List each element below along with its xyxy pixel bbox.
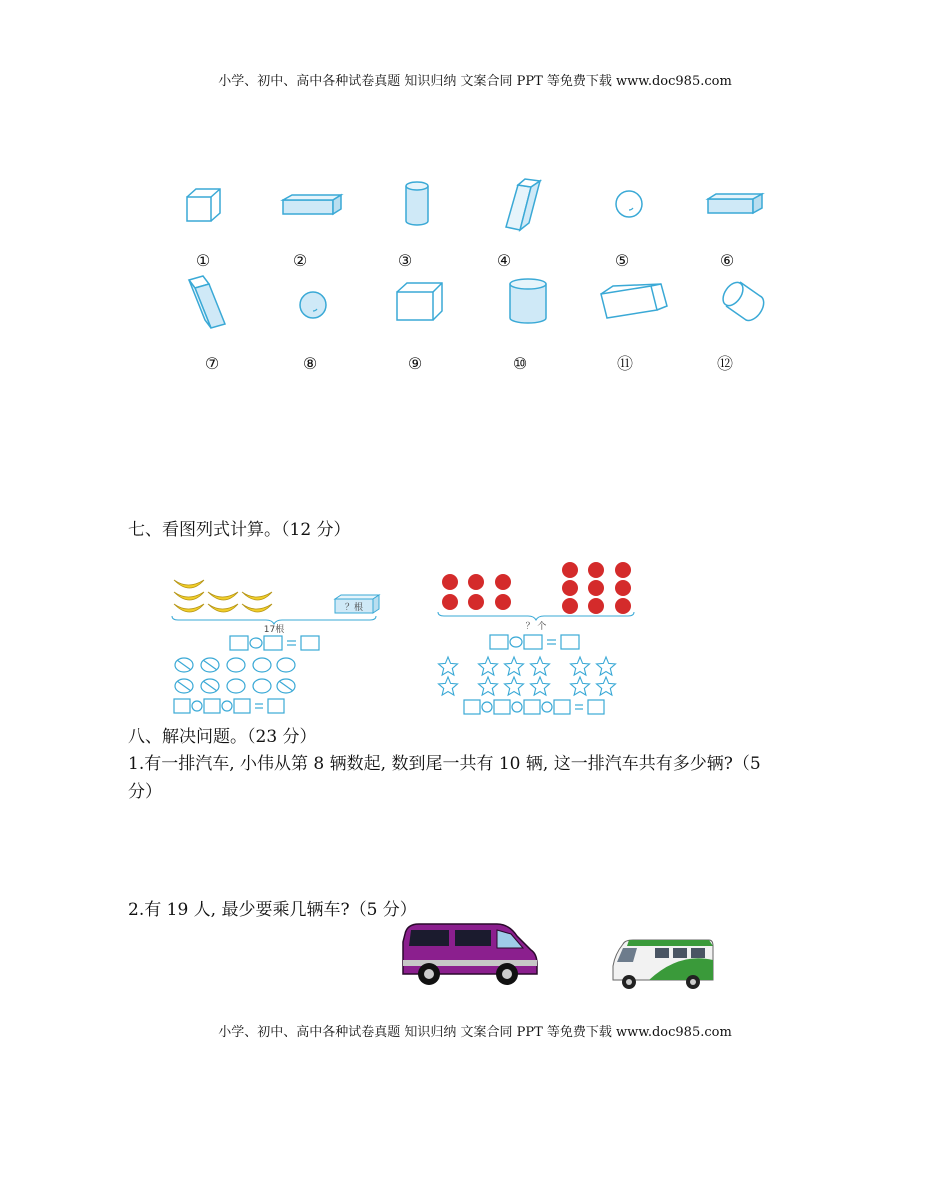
sphere-icon	[298, 290, 328, 320]
cuboid-icon	[707, 193, 765, 215]
brace-label: ？ 个	[525, 622, 547, 632]
question-1-line-1: 1.有一排汽车, 小伟从第 8 辆数起, 数到尾一共有 10 辆, 这一排汽车共有多少辆?（5	[128, 754, 761, 774]
van-icon	[399, 920, 539, 990]
section-8-title: 八、解决问题。（23 分）	[128, 727, 317, 747]
page-footer: 小学、初中、高中各种试卷真题 知识归纳 文案合同 PPT 等免费下载 www.doc985.com	[218, 1025, 732, 1040]
equation-boxes-2	[464, 700, 604, 714]
star-icon	[531, 657, 550, 675]
equation-boxes	[490, 635, 579, 649]
shape-label-5: ⑤	[614, 251, 630, 270]
brace	[438, 612, 634, 620]
question-1	[128, 750, 848, 806]
brace	[172, 616, 376, 624]
tilted-cylinder-icon	[716, 276, 766, 326]
cuboid-icon	[282, 194, 344, 216]
equation-boxes	[230, 636, 319, 650]
cube-icon	[186, 188, 222, 224]
shape-label-4: ④	[496, 251, 512, 270]
minibus-icon	[609, 938, 715, 992]
cuboid-icon	[599, 282, 669, 320]
star-icon	[439, 677, 458, 695]
tilted-cuboid-icon	[504, 177, 544, 233]
star-counters	[439, 657, 616, 695]
star-icon	[439, 657, 458, 675]
shape-label-11: ⑪	[616, 354, 633, 373]
banana-icons	[174, 580, 272, 612]
shape-label-10: ⑩	[512, 354, 528, 373]
shape-label-2: ②	[292, 251, 308, 270]
shape-label-1: ①	[195, 251, 211, 270]
page-header: 小学、初中、高中各种试卷真题 知识归纳 文案合同 PPT 等免费下载 www.doc985.com	[218, 74, 732, 89]
question-1-line-2: 分）	[128, 782, 162, 802]
sphere-icon	[614, 189, 644, 219]
section-7-title: 七、看图列式计算。（12 分）	[128, 520, 351, 540]
shape-label-7: ⑦	[204, 354, 220, 373]
brace-label: 17根	[263, 625, 285, 635]
star-icon	[505, 677, 524, 695]
star-icon	[571, 657, 590, 675]
star-icon	[479, 657, 498, 675]
star-icon	[597, 657, 616, 675]
tilted-cuboid-icon	[187, 274, 227, 330]
equation-boxes-2	[174, 699, 284, 713]
banana-problem	[168, 572, 388, 722]
unknown-box-label: ？根	[344, 603, 364, 613]
question-2: 2.有 19 人, 最少要乘几辆车?（5 分）	[128, 900, 417, 920]
shape-label-3: ③	[397, 251, 413, 270]
shape-label-12: ⑫	[716, 354, 733, 373]
star-icon	[597, 677, 616, 695]
cube-icon	[396, 282, 444, 322]
star-icon	[571, 677, 590, 695]
star-icon	[505, 657, 524, 675]
apple-icons	[442, 562, 631, 614]
star-icon	[479, 677, 498, 695]
cylinder-icon	[404, 181, 430, 227]
shape-label-8: ⑧	[302, 354, 318, 373]
cylinder-icon	[508, 278, 548, 324]
shape-label-6: ⑥	[719, 251, 735, 270]
apple-problem	[432, 560, 652, 720]
star-icon	[531, 677, 550, 695]
circle-counters	[175, 658, 295, 693]
shape-label-9: ⑨	[407, 354, 423, 373]
